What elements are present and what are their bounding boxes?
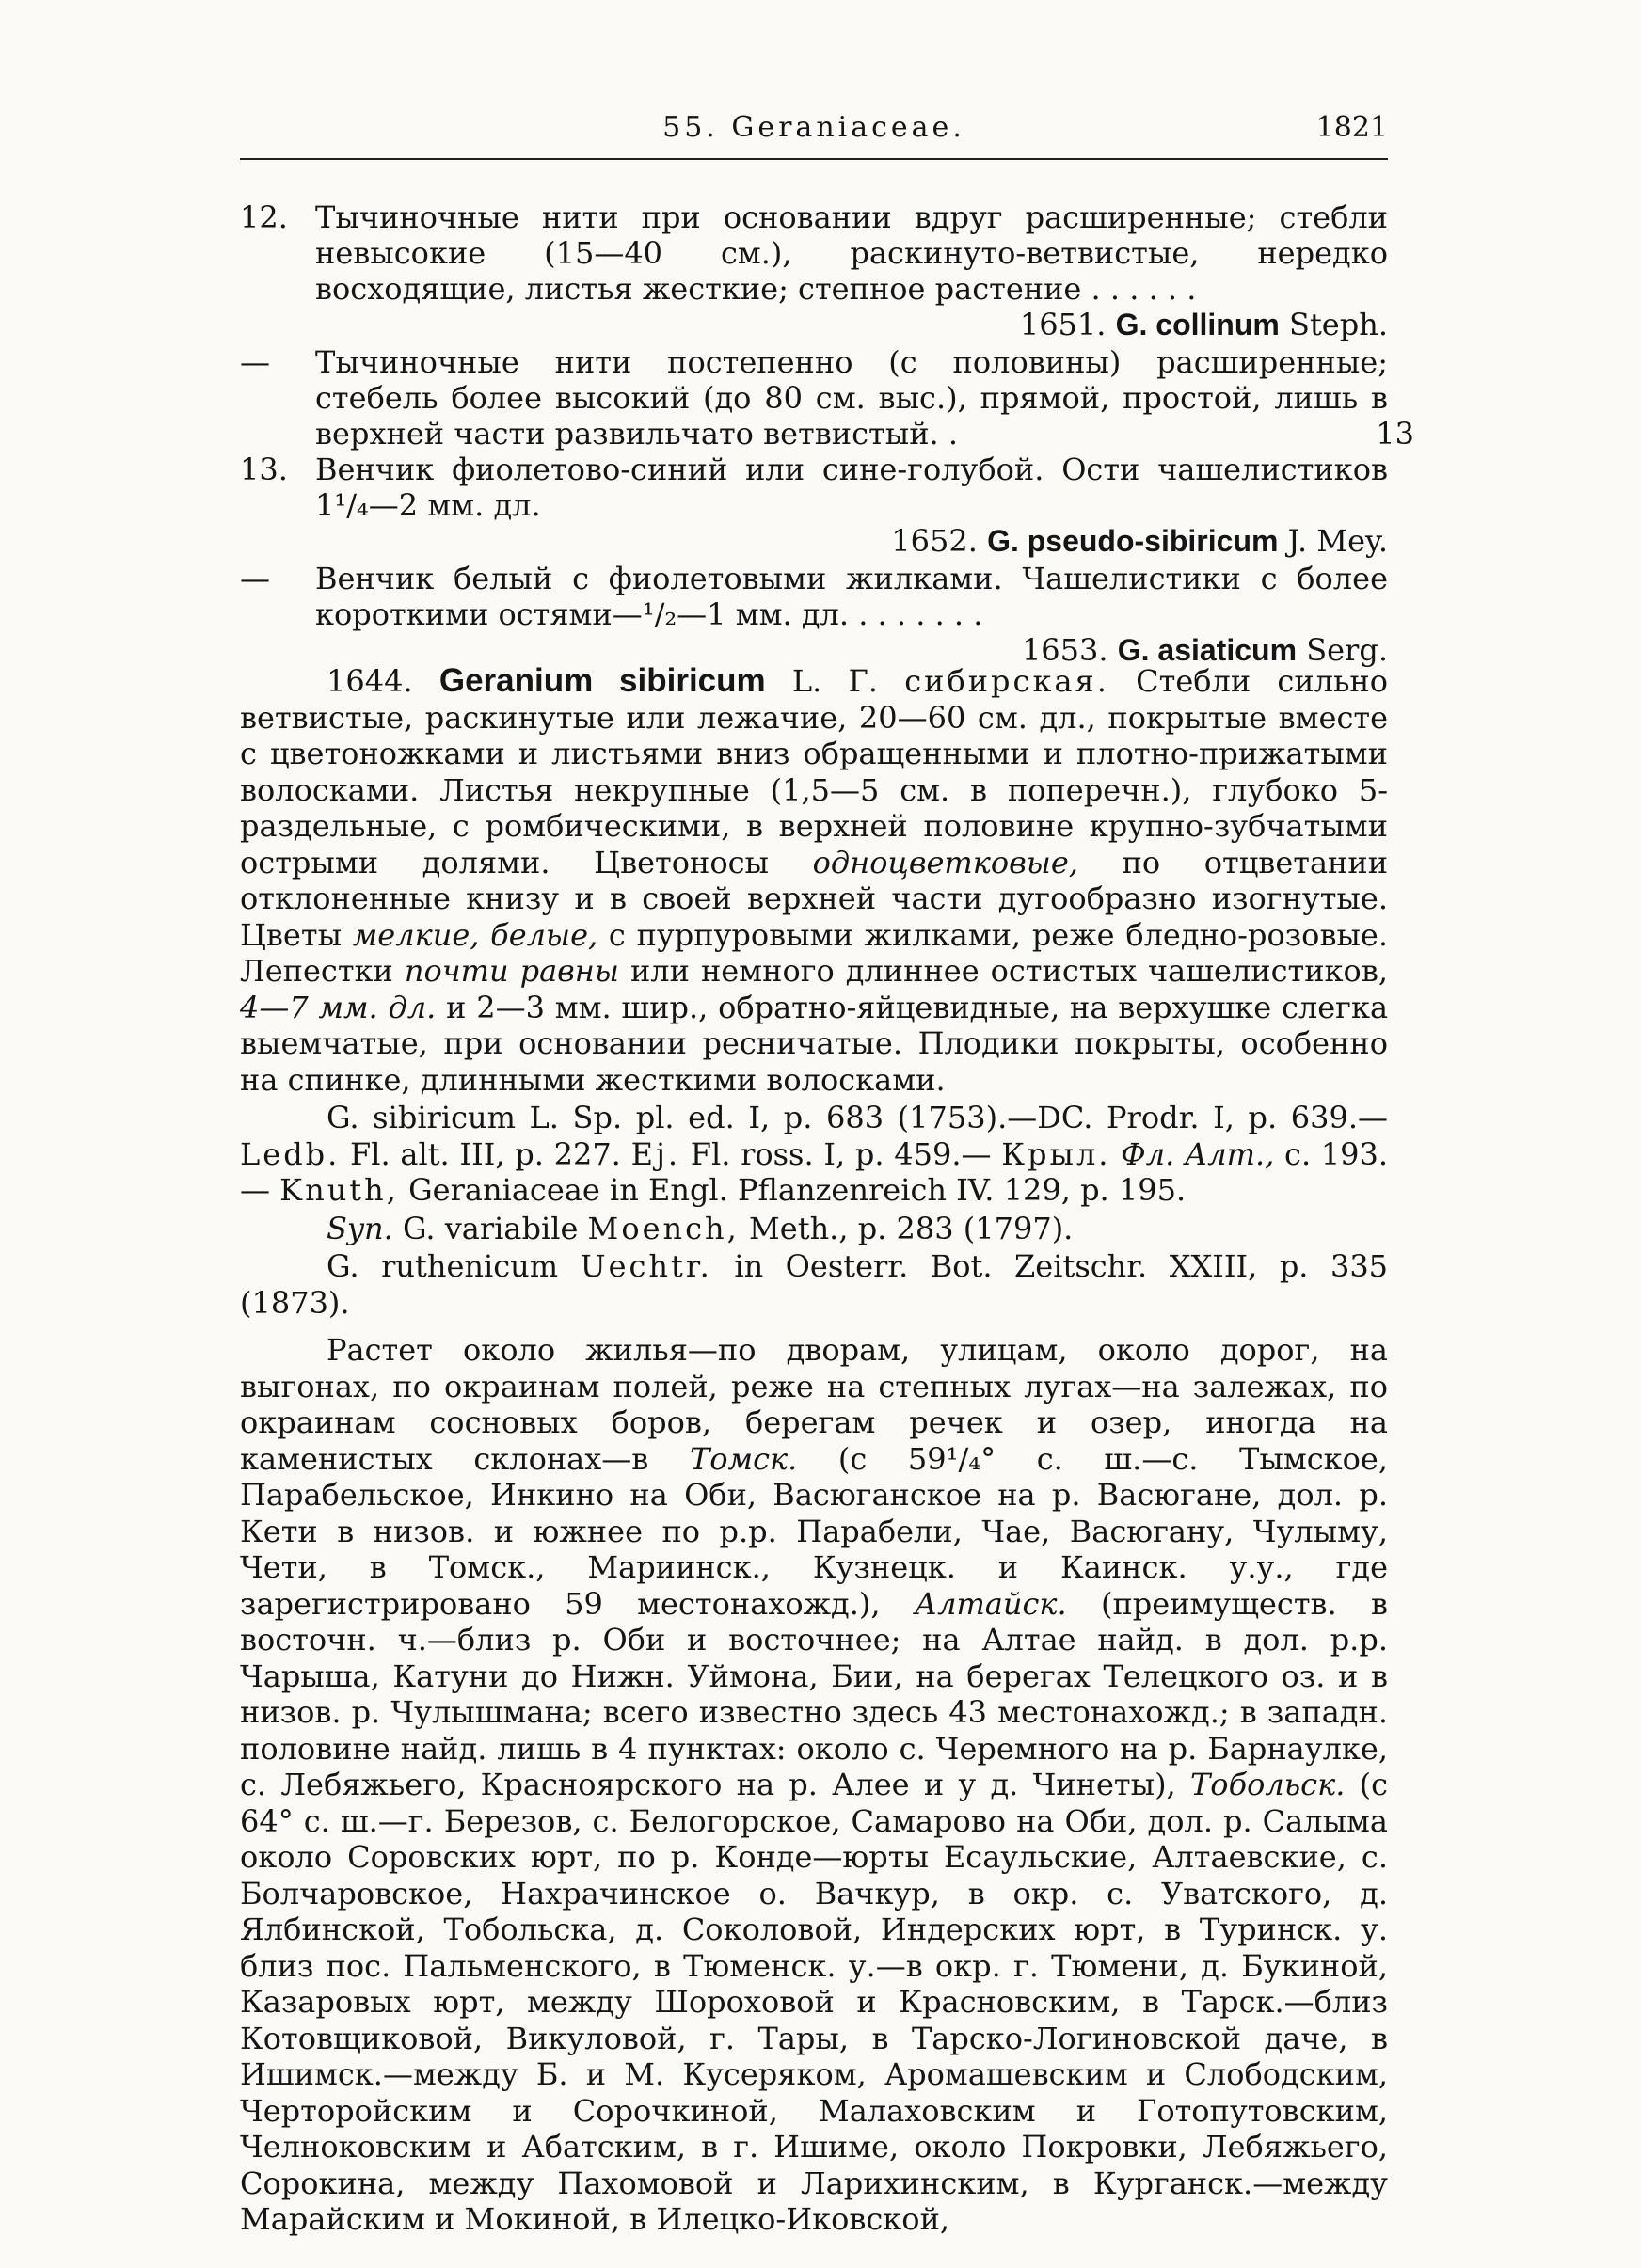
key-entry bbox=[240, 199, 1388, 342]
description-emphasis: одноцветковые, bbox=[812, 844, 1078, 880]
reference-author: Knuth, bbox=[279, 1172, 399, 1208]
description-text: с пурпуровыми жилками, реже бледно-розовые. Лепестки bbox=[240, 916, 1389, 989]
description-text: по отцветании отклоненные книзу и в своей верхней части дугообразно изогнутые. Цветы bbox=[240, 844, 1389, 953]
reference-text: с. 193.— bbox=[240, 1135, 1389, 1208]
reference-text: Fl. ross. I, p. 459.— bbox=[690, 1135, 992, 1172]
synonym bbox=[240, 1248, 1388, 1321]
synonym-source: Meth., p. 283 (1797). bbox=[749, 1210, 1074, 1246]
species-description bbox=[240, 663, 1388, 1098]
key-lead-number: 13 bbox=[1376, 416, 1414, 452]
region-name: Алтайск. bbox=[914, 1585, 1067, 1622]
key-result-number: 1653. bbox=[1021, 632, 1108, 668]
description-emphasis: мелкие, белые, bbox=[352, 916, 598, 953]
key-result-name: G. collinum bbox=[1115, 308, 1280, 341]
page-number: 1821 bbox=[1315, 111, 1388, 144]
reference-title: Фл. Алт., bbox=[1121, 1135, 1275, 1172]
key-result-name: G. asiaticum bbox=[1117, 633, 1298, 667]
synonym-source: in Oesterr. Bot. Zeitschr. XXIII, p. 335 (1873). bbox=[240, 1248, 1389, 1321]
key-number: 12. bbox=[240, 199, 288, 235]
species-author: L. bbox=[791, 663, 822, 699]
reference-text: Geraniaceae in Engl. Pflanzenreich IV. 129, p. 195. bbox=[408, 1172, 1187, 1208]
identification-key bbox=[240, 199, 1414, 670]
key-text: Тычиночные нити постепенно (с половины) расширенные; стебель более высокий (до 80 см. выс.), прямой, простой, лишь в верхней части развильчато ветвистый. . bbox=[315, 344, 1388, 452]
description-text: или немного длиннее остистых чашелистиков, bbox=[629, 953, 1389, 989]
key-entry bbox=[240, 561, 1388, 668]
region-name: Тобольск. bbox=[1189, 1767, 1346, 1802]
synonym-name: G. ruthenicum bbox=[327, 1248, 559, 1284]
synonym-author: Uechtr. bbox=[580, 1248, 712, 1284]
distribution-text: (с 59¹/₄° с. ш.—с. Тымское, Парабельское, Инкино на Оби, Васюганское на р. Васюгане, дол. р. Кети в низов. и южнее по р.р. Парабели, Чае, Васюгану, Чулыму, Чети, в Томск., Мариинск., Кузнецк. и Каинск. у.у., где зарегистрировано 59 местонахожд.), bbox=[240, 1440, 1389, 1622]
description-text: и 2—3 мм. шир., обратно-яйцевидные, на верхушке слегка выемчатые, при основании ресничатые. Плодики покрыты, особенно на спинке, длинными жесткими волосками. bbox=[240, 989, 1389, 1098]
species-account bbox=[240, 663, 1388, 2268]
key-entry bbox=[240, 452, 1388, 559]
distribution-text: Растет около жилья—по дворам, улицам, около дорог, на выгонах, по окраинам полей, реже на степных лугах—на залежах, по окраинам сосновых боров, берегам речек и озер, иногда на каменистых склонах—в bbox=[240, 1332, 1388, 1477]
distribution-text: (преимуществ. в восточн. ч.—близ р. Оби и восточнее; на Алтае найд. в дол. р.р. Чарыша, Катуни до Нижн. Уймона, Бии, на берегах Телецкого оз. и в низов. р. Чулышмана; всего известно здесь 43 местонахожд.; в западн. половине найд. лишь в 4 пунктах: около с. Черемного на р. Барнаулке, с. Лебяжьего, Красноярского на р. Алее и у д. Чинеты), bbox=[240, 1585, 1389, 1802]
common-name-prefix: Г. bbox=[848, 663, 878, 699]
running-title: 55. Geraniaceae. bbox=[662, 111, 965, 144]
key-text: Тычиночные нити при основании вдруг расширенные; стебли невысокие (15—40 см.), раскинуто-ветвистые, нередко восходящие, листья жесткие; степное растение . . . . . . bbox=[315, 199, 1388, 307]
key-result-author: J. Mey. bbox=[1287, 523, 1388, 559]
synonym-label: Syn. bbox=[327, 1210, 393, 1246]
key-result-name: G. pseudo-sibiricum bbox=[987, 524, 1279, 558]
description-emphasis: почти равны bbox=[404, 953, 619, 989]
key-result bbox=[315, 307, 1388, 342]
key-result-number: 1652. bbox=[891, 523, 978, 559]
key-number: — bbox=[240, 344, 270, 380]
reference-author: Крыл. bbox=[1001, 1135, 1111, 1172]
common-name: сибирская. bbox=[904, 663, 1109, 699]
literature-references bbox=[240, 1100, 1388, 1209]
reference-text: G. sibiricum L. Sp. pl. ed. I, p. 683 (1753).—DC. Prodr. I, p. 639.— bbox=[327, 1100, 1388, 1135]
distribution bbox=[240, 1332, 1388, 2238]
synonym-name: G. variabile bbox=[402, 1210, 579, 1246]
distribution-text: (с 64° с. ш.—г. Березов, с. Белогорское, Самарово на Оби, дол. р. Салыма около Соровских юрт, по р. Конде—юрты Есаульские, Алтаевские, с. Болчаровское, Нахрачинское о. Вачкур, в окр. с. Уватского, д. Ялбинской, Тобольска, д. Соколовой, Индерских юрт, в Туринск. у. близ пос. Пальменского, в Тюменск. у.—в окр. г. Тюмени, д. Букиной, Казаровых юрт, между Шороховой и Красновским, в Тарск.—близ Котовщиковой, Викуловой, г. Тары, в Тарско-Логиновской даче, в Ишимск.—между Б. и М. Кусеряком, Аромашевским и Слободским, Черторойским и Сорочкиной, Малаховским и Готопутовским, Челноковским и Абатским, в г. Ишиме, около Покровки, Лебяжьего, Сорокина, между Пахомовой и Ларихинским, в Курганск.—между Марайским и Мокиной, в Илецко-Иковской, bbox=[240, 1767, 1388, 2237]
key-result-author: Serg. bbox=[1306, 632, 1388, 668]
key-result bbox=[315, 523, 1388, 559]
species-number: 1644. bbox=[327, 663, 413, 699]
key-result-number: 1651. bbox=[1019, 307, 1107, 342]
description-text: Стебли сильно ветвистые, раскинутые или лежачие, 20—60 см. дл., покрытые вместе с цветоножками и листьями вниз обращенными и плотно-прижатыми волосками. Листья некрупные (1,5—5 см. в поперечн.), глубоко 5-раздельные, с ромбическими, в верхней половине крупно-зубчатыми острыми долями. Цветоносы bbox=[240, 663, 1389, 880]
key-text: Венчик белый с фиолетовыми жилками. Чашелистики с более короткими остями—¹/₂—1 мм. дл. . . . . . . . bbox=[315, 561, 1388, 632]
reference-author: Ledb. bbox=[240, 1135, 341, 1172]
key-text: Венчик фиолетово-синий или сине-голубой. Ости чашелистиков 1¹/₄—2 мм. дл. bbox=[315, 452, 1388, 523]
reference-author: Ej. bbox=[630, 1135, 681, 1172]
key-number: — bbox=[240, 561, 270, 596]
species-name: Geranium sibiricum bbox=[438, 662, 766, 699]
region-name: Томск. bbox=[689, 1440, 798, 1477]
description-emphasis: 4—7 мм. дл. bbox=[240, 989, 437, 1025]
synonym bbox=[240, 1211, 1388, 1247]
synonym-author: Moench, bbox=[587, 1210, 740, 1246]
key-result-author: Steph. bbox=[1289, 307, 1388, 342]
page-header bbox=[240, 111, 1388, 160]
key-entry bbox=[240, 344, 1414, 452]
reference-text: Fl. alt. III, p. 227. bbox=[350, 1135, 621, 1172]
key-number: 13. bbox=[240, 452, 288, 487]
